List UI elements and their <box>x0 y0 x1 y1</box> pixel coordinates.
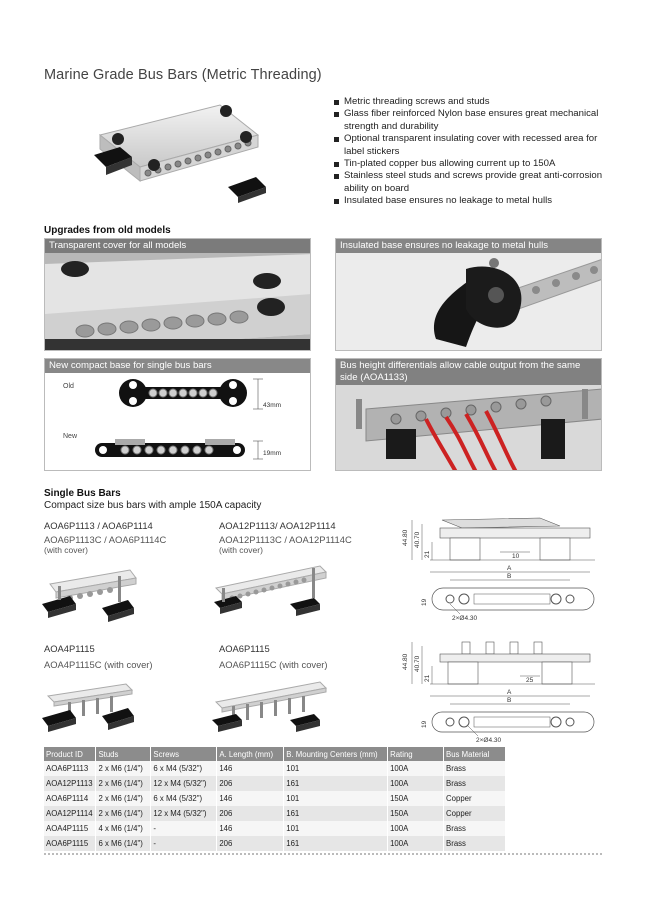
dim-height-total: 44.80 <box>402 653 409 670</box>
table-cell: 146 <box>217 761 284 776</box>
model-name: AOA6P1113 / AOA6P1114 <box>44 520 153 531</box>
table-row <box>44 761 506 776</box>
column-header: Screws <box>151 747 217 761</box>
dim-b-label: B <box>507 573 512 580</box>
table-cell: 206 <box>217 806 284 821</box>
table-cell: 161 <box>284 836 388 851</box>
model-cover-variant: AOA12P1113C / AOA12P1114C <box>219 533 352 545</box>
dim-a-label: A <box>507 565 512 572</box>
base-closeup-image <box>336 239 602 351</box>
model-name: AOA6P1115 <box>219 643 270 654</box>
single-bus-subtitle: Compact size bus bars with ample 150A capacity <box>44 500 262 511</box>
cover-closeup-image <box>45 239 311 351</box>
table-row <box>44 836 506 851</box>
product-6p-image <box>40 562 140 622</box>
model-block <box>219 520 352 557</box>
hero-bus-bar-image <box>80 95 270 205</box>
table-cell: 2 x M6 (1/4") <box>96 791 151 806</box>
table-cell: 150A <box>388 806 444 821</box>
table-cell: Brass <box>444 821 506 836</box>
table-cell: 161 <box>284 806 388 821</box>
table-cell: 2 x M6 (1/4") <box>96 776 151 791</box>
column-header: Product ID <box>44 747 96 761</box>
dim-hole: 2×Ø4.30 <box>452 615 478 622</box>
table-cell: Copper <box>444 791 506 806</box>
table-cell: AOA12P1114 <box>44 806 96 821</box>
feature-item: Stainless steel studs and screws provide great anti-corrosion ability on board <box>334 170 614 195</box>
compact-base-comparison <box>44 358 311 471</box>
table-cell: 101 <box>284 791 388 806</box>
table-row <box>44 806 506 821</box>
feature-item: Metric threading screws and studs <box>334 96 614 108</box>
table-cell: 12 x M4 (5/32") <box>151 806 217 821</box>
table-cell: 2 x M6 (1/4") <box>96 761 151 776</box>
panel-caption: Bus height differentials allow cable output from the same side (AOA1133) <box>336 359 601 385</box>
table-cell: 4 x M6 (1/4") <box>96 821 151 836</box>
table-cell: - <box>151 836 217 851</box>
model-cover-variant: AOA6P1113C / AOA6P1114C <box>44 533 167 545</box>
feature-item: Tin-plated copper bus allowing current up to 150A <box>334 158 614 170</box>
model-block <box>44 643 153 670</box>
table-cell: Brass <box>444 836 506 851</box>
panel-caption: Transparent cover for all models <box>45 239 310 253</box>
column-header: Bus Material <box>444 747 506 761</box>
table-row <box>44 821 506 836</box>
table-row <box>44 776 506 791</box>
upgrades-heading: Upgrades from old models <box>44 225 171 236</box>
compact-base-drawing <box>45 359 311 471</box>
table-cell: 100A <box>388 776 444 791</box>
table-cell: AOA6P1115 <box>44 836 96 851</box>
new-label: New <box>63 433 78 440</box>
table-row <box>44 791 506 806</box>
dim-side: 19 <box>421 720 428 728</box>
table-cell: 146 <box>217 791 284 806</box>
table-cell: 206 <box>217 776 284 791</box>
old-label: Old <box>63 383 74 390</box>
table-cell: 146 <box>217 821 284 836</box>
table-cell: AOA12P1113 <box>44 776 96 791</box>
new-height-label: 19mm <box>263 450 282 457</box>
feature-item: Optional transparent insulating cover with recessed area for label stickers <box>334 133 614 158</box>
specs-table <box>44 747 506 851</box>
table-cell: 6 x M6 (1/4") <box>96 836 151 851</box>
column-header: Rating <box>388 747 444 761</box>
table-cell: 206 <box>217 836 284 851</box>
feature-item: Glass fiber reinforced Nylon base ensures great mechanical strength and durability <box>334 108 614 133</box>
technical-drawing-1115 <box>390 634 610 746</box>
table-cell: 150A <box>388 791 444 806</box>
model-name: AOA12P1113/ AOA12P1114 <box>219 520 336 531</box>
model-note: (with cover) <box>44 545 88 555</box>
dim-spacing: 25 <box>526 677 534 684</box>
table-cell: AOA6P1113 <box>44 761 96 776</box>
dim-offset: 10 <box>512 553 520 560</box>
model-block <box>44 520 166 557</box>
table-cell: 6 x M4 (5/32") <box>151 791 217 806</box>
insulated-base-photo <box>335 238 602 351</box>
table-cell: Brass <box>444 776 506 791</box>
panel-caption: New compact base for single bus bars <box>45 359 310 373</box>
dim-a-label: A <box>507 689 512 696</box>
product-12p-image <box>210 560 330 620</box>
product-6p-stud-image <box>210 676 330 738</box>
table-cell: AOA4P1115 <box>44 821 96 836</box>
table-header-row <box>44 747 506 761</box>
table-cell: 100A <box>388 836 444 851</box>
table-cell: 100A <box>388 821 444 836</box>
table-cell: - <box>151 821 217 836</box>
table-cell: Brass <box>444 761 506 776</box>
table-cell: 161 <box>284 776 388 791</box>
dim-height-bus: 40.70 <box>414 655 421 672</box>
footer-divider <box>44 853 602 855</box>
table-cell: 101 <box>284 761 388 776</box>
dim-height-total: 44.80 <box>402 529 409 546</box>
technical-drawing-1113 <box>390 512 610 627</box>
model-cover-variant: AOA6P1115C (with cover) <box>219 658 328 670</box>
single-bus-heading: Single Bus Bars <box>44 488 121 499</box>
column-header: Studs <box>96 747 151 761</box>
table-cell: 100A <box>388 761 444 776</box>
old-height-label: 43mm <box>263 402 282 409</box>
column-header: A. Length (mm) <box>217 747 284 761</box>
dim-side: 19 <box>421 598 428 606</box>
dim-height-base: 21 <box>424 550 431 558</box>
model-cover-variant: AOA4P1115C (with cover) <box>44 658 153 670</box>
model-block <box>219 643 328 670</box>
table-cell: 6 x M4 (5/32") <box>151 761 217 776</box>
column-header: B. Mounting Centers (mm) <box>284 747 388 761</box>
page-title: Marine Grade Bus Bars (Metric Threading) <box>44 67 322 83</box>
dim-hole: 2×Ø4.30 <box>476 737 502 744</box>
table-cell: Copper <box>444 806 506 821</box>
dim-b-label: B <box>507 697 512 704</box>
table-cell: 2 x M6 (1/4") <box>96 806 151 821</box>
feature-item: Insulated base ensures no leakage to metal hulls <box>334 195 614 207</box>
model-note: (with cover) <box>219 545 263 555</box>
table-cell: 101 <box>284 821 388 836</box>
table-cell: 12 x M4 (5/32") <box>151 776 217 791</box>
feature-list <box>334 96 614 208</box>
panel-caption: Insulated base ensures no leakage to metal hulls <box>336 239 601 253</box>
table-cell: AOA6P1114 <box>44 791 96 806</box>
product-4p-image <box>40 680 140 740</box>
dim-height-bus: 40.70 <box>414 531 421 548</box>
transparent-cover-photo <box>44 238 311 351</box>
height-differential-photo <box>335 358 602 471</box>
dim-height-base: 21 <box>424 674 431 682</box>
model-name: AOA4P1115 <box>44 643 95 654</box>
